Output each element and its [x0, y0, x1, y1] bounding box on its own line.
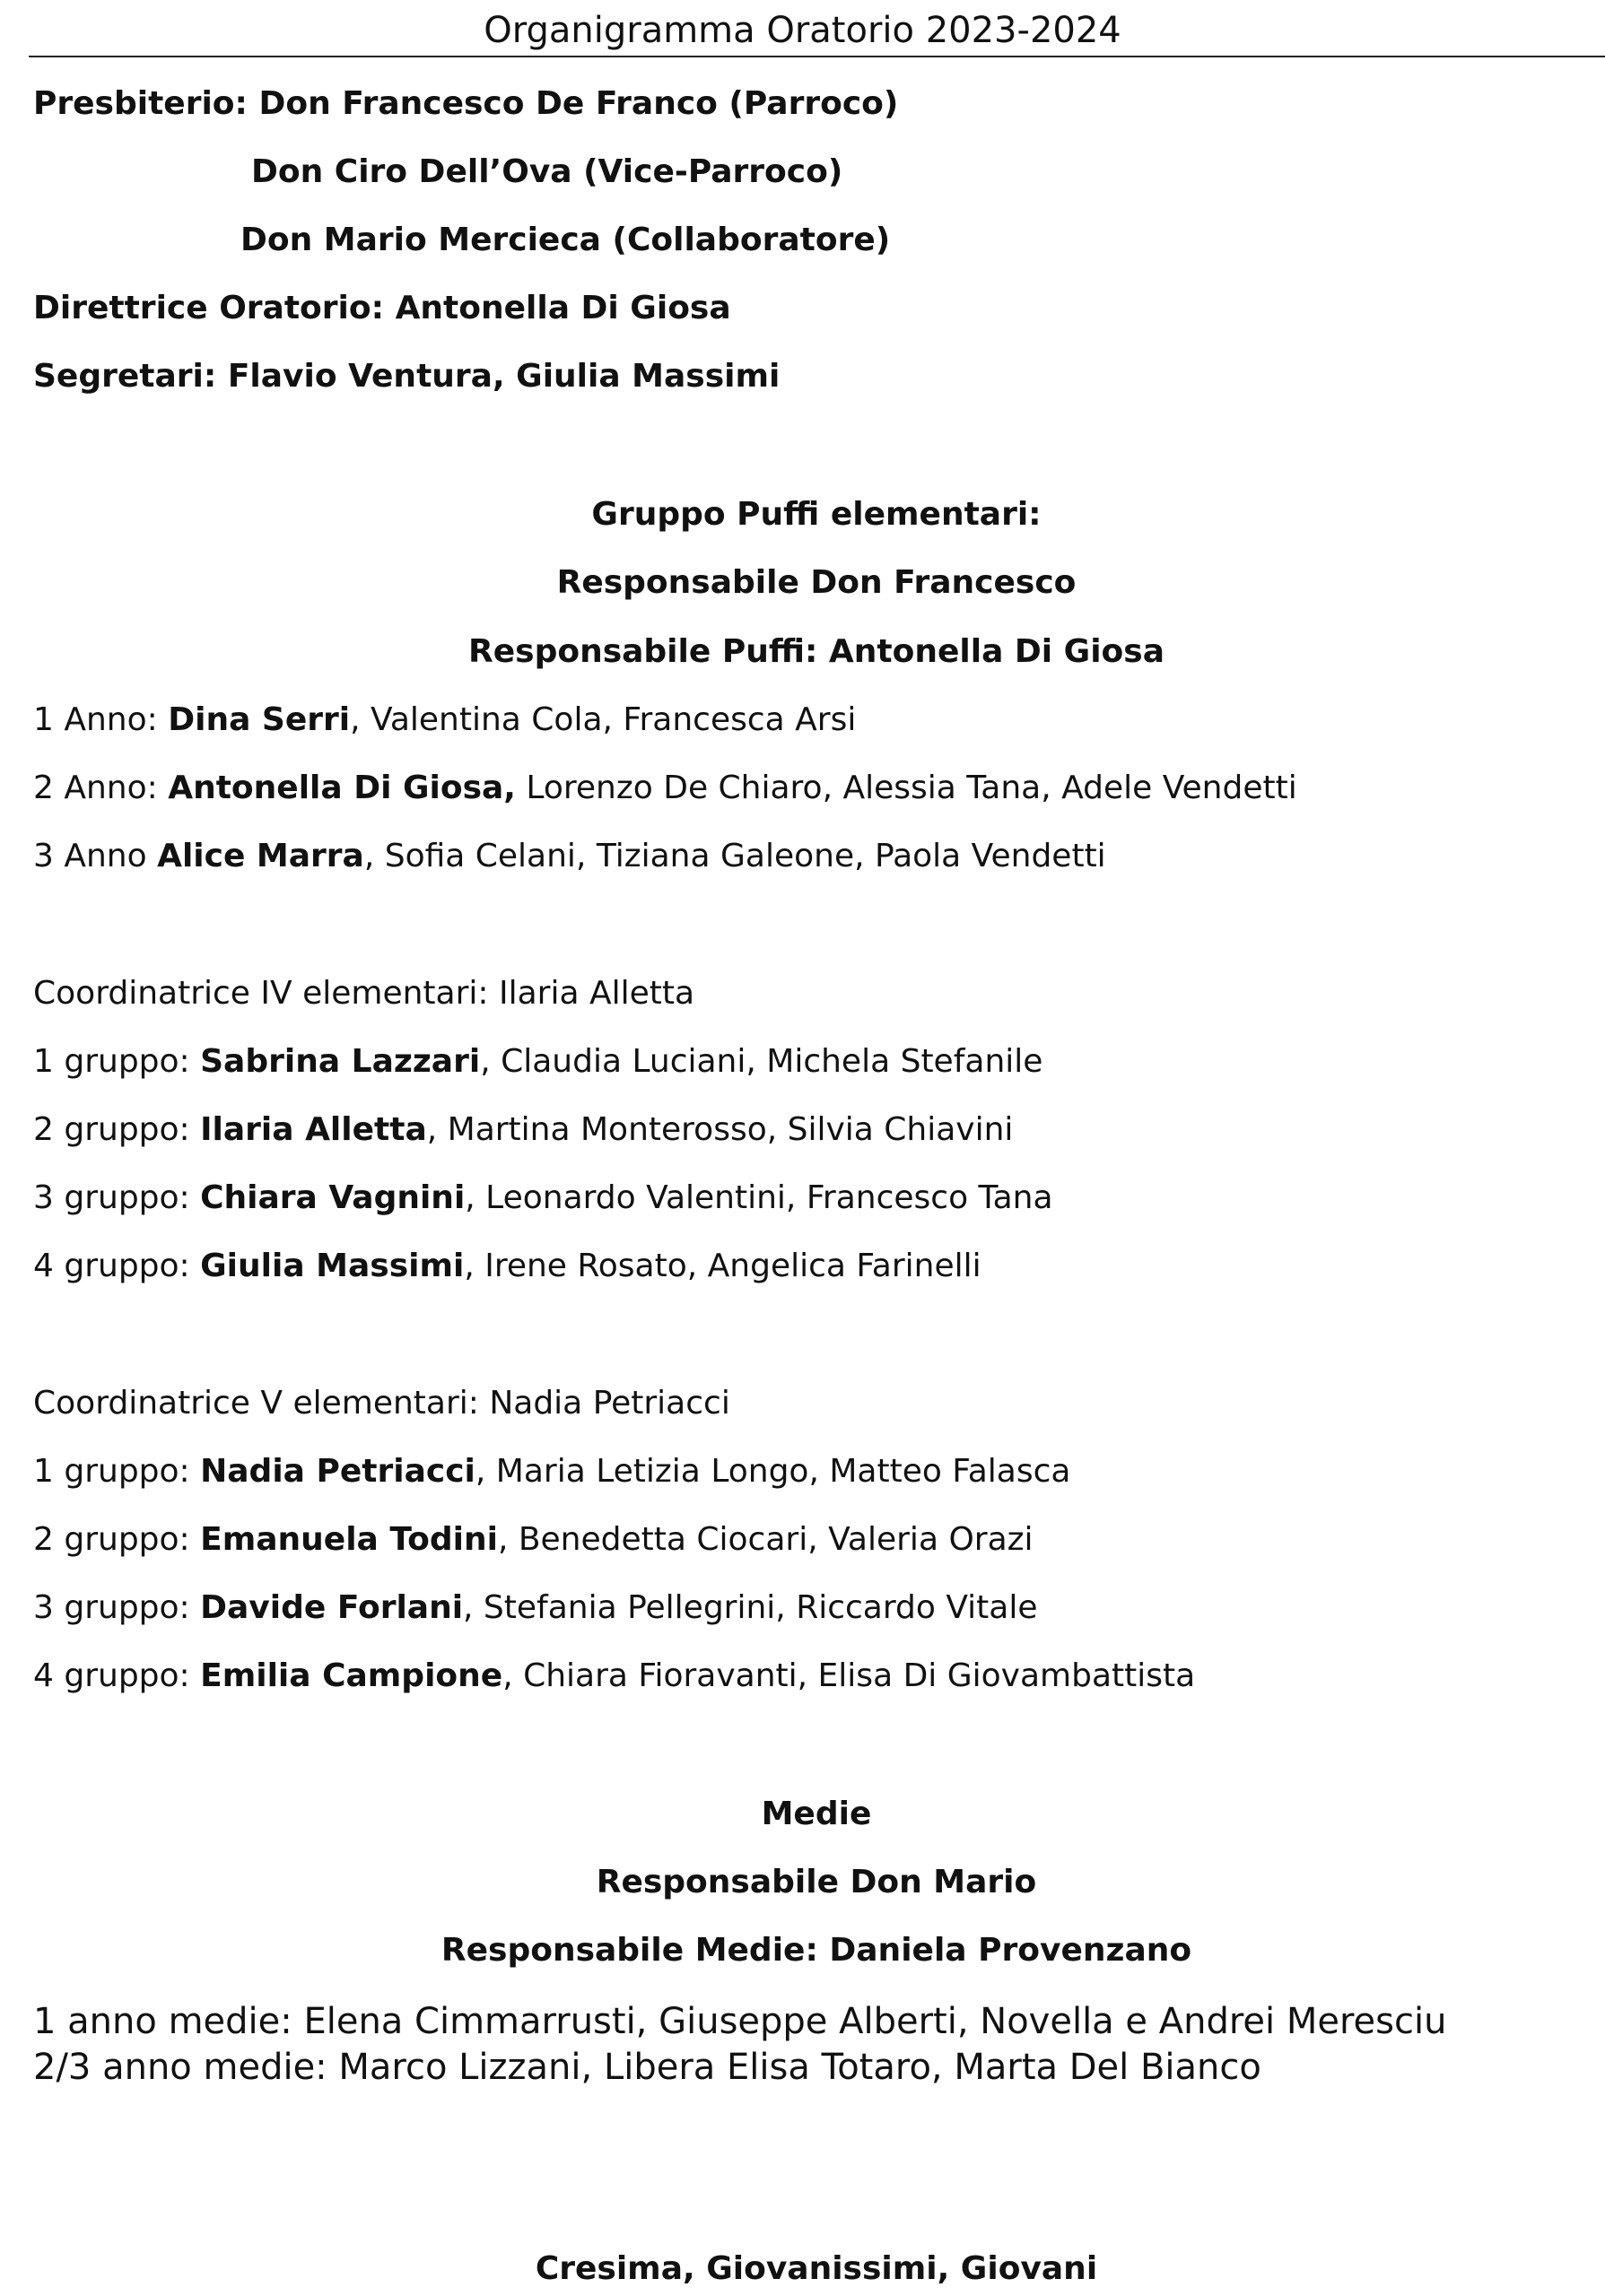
- direttrice-label: Direttrice Oratorio:: [33, 290, 385, 326]
- row-members: , Claudia Luciani, Michela Stefanile: [480, 1043, 1043, 1080]
- row-members: , Sofia Celani, Tiziana Galeone, Paola Vendetti: [363, 838, 1106, 874]
- row-leader: Giulia Massimi: [200, 1248, 465, 1284]
- row-leader: Emanuela Todini: [200, 1521, 498, 1558]
- row-leader: Dina Serri: [168, 701, 351, 738]
- row-label: 2 Anno:: [33, 770, 169, 806]
- list-item: [33, 1657, 1195, 1696]
- row-leader: Alice Marra: [157, 838, 364, 874]
- row-label: 4 gruppo:: [33, 1657, 201, 1694]
- list-item: [33, 1178, 1053, 1218]
- presbiterio-line: [33, 84, 898, 124]
- row-members: , Leonardo Valentini, Francesco Tana: [465, 1179, 1053, 1216]
- header-divider: [29, 56, 1605, 57]
- row-leader: Antonella Di Giosa,: [168, 770, 516, 806]
- presbiterio-member: Don Mario Mercieca (Collaboratore): [240, 222, 891, 258]
- row-leader: Ilaria Alletta: [200, 1111, 427, 1148]
- section-responsabile-medie: Responsabile Medie: Daniela Provenzano: [441, 1932, 1192, 1969]
- section-responsabile-puffi: Responsabile Puffi: Antonella Di Giosa: [468, 633, 1164, 670]
- list-item: 2/3 anno medie: Marco Lizzani, Libera Elisa Totaro, Marta Del Bianco: [33, 2047, 1261, 2088]
- row-label: 1 gruppo:: [33, 1043, 201, 1080]
- presbiterio-member: Don Ciro Dell’Ova (Vice-Parroco): [251, 153, 843, 190]
- section-responsabile: Responsabile Don Francesco: [556, 564, 1077, 601]
- segretari-value: Flavio Ventura, Giulia Massimi: [227, 358, 781, 395]
- list-item: [33, 1042, 1042, 1082]
- row-leader: Chiara Vagnini: [200, 1179, 466, 1216]
- row-members: Lorenzo De Chiaro, Alessia Tana, Adele Vendetti: [515, 770, 1297, 806]
- page-header-title: Organigramma Oratorio 2023-2024: [484, 10, 1121, 51]
- row-label: 4 gruppo:: [33, 1248, 201, 1284]
- direttrice-value: Antonella Di Giosa: [395, 290, 731, 326]
- list-item: 1 anno medie: Elena Cimmarrusti, Giuseppe Alberti, Novella e Andrei Meresciu: [33, 2001, 1447, 2042]
- list-item: [33, 1247, 981, 1286]
- row-members: , Benedetta Ciocari, Valeria Orazi: [497, 1521, 1034, 1558]
- row-label: 1 Anno:: [33, 701, 169, 738]
- row-members: , Maria Letizia Longo, Matteo Falasca: [475, 1453, 1071, 1490]
- list-item: [33, 1452, 1070, 1492]
- row-leader: Emilia Campione: [200, 1657, 503, 1694]
- row-members: , Irene Rosato, Angelica Farinelli: [464, 1248, 981, 1284]
- direttrice-line: [33, 289, 731, 328]
- list-item: [33, 769, 1297, 808]
- row-label: 3 Anno: [33, 838, 158, 874]
- row-label: 1 gruppo:: [33, 1453, 201, 1490]
- row-label: 3 gruppo:: [33, 1589, 201, 1626]
- coordinatrice-iv: Coordinatrice IV elementari: Ilaria Alletta: [33, 975, 695, 1012]
- row-leader: Sabrina Lazzari: [200, 1043, 481, 1080]
- row-members: , Valentina Cola, Francesca Arsi: [350, 701, 857, 738]
- row-members: , Stefania Pellegrini, Riccardo Vitale: [463, 1589, 1038, 1626]
- presbiterio-label: Presbiterio:: [33, 85, 248, 122]
- row-label: 3 gruppo:: [33, 1179, 201, 1216]
- row-leader: Nadia Petriacci: [200, 1453, 475, 1490]
- row-label: 2 gruppo:: [33, 1111, 201, 1148]
- section-heading-puffi: Gruppo Puffi elementari:: [591, 496, 1042, 533]
- segretari-label: Segretari:: [33, 358, 217, 395]
- coordinatrice-v: Coordinatrice V elementari: Nadia Petriacci: [33, 1385, 730, 1422]
- list-item: [33, 1110, 1013, 1150]
- row-leader: Davide Forlani: [200, 1589, 464, 1626]
- row-members: , Chiara Fioravanti, Elisa Di Giovambattista: [502, 1657, 1196, 1694]
- section-responsabile: Responsabile Don Mario: [596, 1864, 1037, 1900]
- section-heading-cresima: Cresima, Giovanissimi, Giovani: [535, 2250, 1098, 2287]
- row-label: 2 gruppo:: [33, 1521, 201, 1558]
- list-item: [33, 700, 856, 740]
- presbiterio-member: Don Francesco De Franco (Parroco): [258, 85, 899, 122]
- list-item: [33, 837, 1106, 876]
- segretari-line: [33, 357, 780, 396]
- row-members: , Martina Monterosso, Silvia Chiavini: [426, 1111, 1014, 1148]
- list-item: [33, 1588, 1038, 1628]
- list-item: [33, 1520, 1034, 1560]
- section-heading-medie: Medie: [761, 1796, 872, 1832]
